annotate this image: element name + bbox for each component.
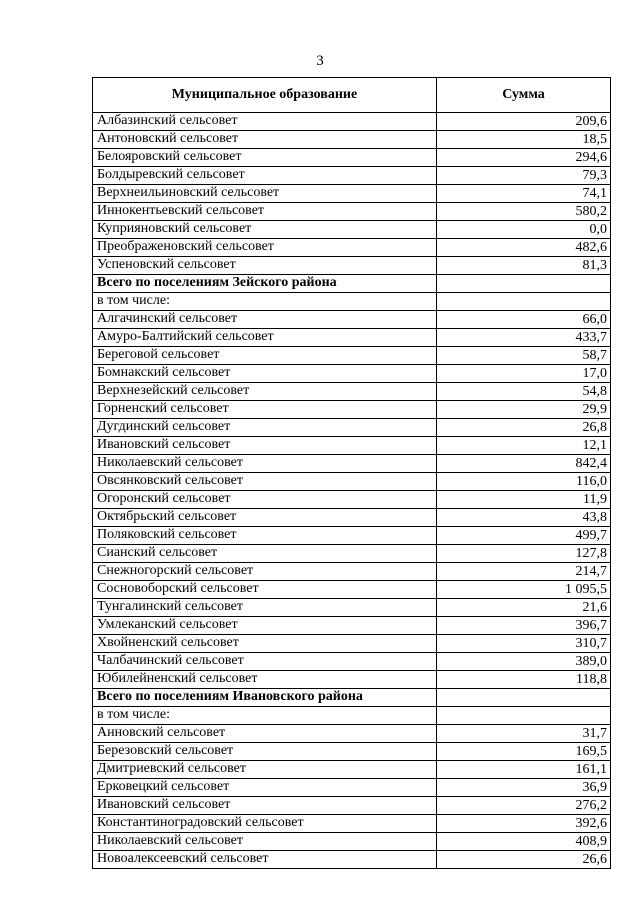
table-total-row <box>93 275 611 293</box>
amount-value: 26,8 <box>437 419 611 437</box>
amount-value: 127,8 <box>437 545 611 563</box>
amount-value: 43,8 <box>437 509 611 527</box>
table-row <box>93 185 611 203</box>
table-row <box>93 509 611 527</box>
municipality-name: Амуро-Балтийский сельсовет <box>93 329 437 347</box>
amount-value <box>437 293 611 311</box>
amount-value: 499,7 <box>437 527 611 545</box>
municipality-name: Тунгалинский сельсовет <box>93 599 437 617</box>
table-row <box>93 761 611 779</box>
amount-value: 0,0 <box>437 221 611 239</box>
municipality-name: Верхнеильиновский сельсовет <box>93 185 437 203</box>
amount-value: 1 095,5 <box>437 581 611 599</box>
table-row <box>93 833 611 851</box>
municipality-name: Бомнакский сельсовет <box>93 365 437 383</box>
municipality-name: Сосновоборский сельсовет <box>93 581 437 599</box>
municipality-name: Болдыревский сельсовет <box>93 167 437 185</box>
table-header-row <box>93 78 611 113</box>
municipality-name: Чалбачинский сельсовет <box>93 653 437 671</box>
table-row <box>93 473 611 491</box>
table-row <box>93 131 611 149</box>
table-row <box>93 239 611 257</box>
amount-value: 169,5 <box>437 743 611 761</box>
municipality-name: Иннокентьевский сельсовет <box>93 203 437 221</box>
municipality-name: Анновский сельсовет <box>93 725 437 743</box>
municipality-name: Хвойненский сельсовет <box>93 635 437 653</box>
municipality-name: Преображеновский сельсовет <box>93 239 437 257</box>
amount-value: 842,4 <box>437 455 611 473</box>
table-body <box>93 113 611 869</box>
municipality-name: Константиноградовский сельсовет <box>93 815 437 833</box>
municipality-name: Дугдинский сельсовет <box>93 419 437 437</box>
municipality-name: Горненский сельсовет <box>93 401 437 419</box>
municipality-name: Березовский сельсовет <box>93 743 437 761</box>
header-municipality: Муниципальное образование <box>93 78 437 113</box>
municipality-name: Верхнезейский сельсовет <box>93 383 437 401</box>
table-row <box>93 581 611 599</box>
table-row <box>93 545 611 563</box>
table-row <box>93 797 611 815</box>
amount-value: 81,3 <box>437 257 611 275</box>
table-row <box>93 347 611 365</box>
amount-value: 482,6 <box>437 239 611 257</box>
municipality-name: Дмитриевский сельсовет <box>93 761 437 779</box>
table-row <box>93 779 611 797</box>
amount-value: 214,7 <box>437 563 611 581</box>
table-row <box>93 743 611 761</box>
amount-value: 392,6 <box>437 815 611 833</box>
amount-value: 118,8 <box>437 671 611 689</box>
table-row <box>93 203 611 221</box>
municipality-name: Ивановский сельсовет <box>93 797 437 815</box>
table-row <box>93 455 611 473</box>
amount-value: 11,9 <box>437 491 611 509</box>
table-row <box>93 167 611 185</box>
amount-value: 31,7 <box>437 725 611 743</box>
table-row <box>93 149 611 167</box>
amount-value: 26,6 <box>437 851 611 869</box>
amount-value: 294,6 <box>437 149 611 167</box>
municipality-name: Октябрьский сельсовет <box>93 509 437 527</box>
table-row <box>93 707 611 725</box>
table-row <box>93 635 611 653</box>
municipality-name: Сианский сельсовет <box>93 545 437 563</box>
municipality-name: Албазинский сельсовет <box>93 113 437 131</box>
amount-value: 276,2 <box>437 797 611 815</box>
amount-value: 161,1 <box>437 761 611 779</box>
amount-value: 58,7 <box>437 347 611 365</box>
municipality-name: Поляковский сельсовет <box>93 527 437 545</box>
amount-value: 66,0 <box>437 311 611 329</box>
table-row <box>93 851 611 869</box>
table-row <box>93 527 611 545</box>
amount-value <box>437 275 611 293</box>
amount-value: 18,5 <box>437 131 611 149</box>
amount-value: 29,9 <box>437 401 611 419</box>
amount-value: 12,1 <box>437 437 611 455</box>
table-row <box>93 329 611 347</box>
table-row <box>93 491 611 509</box>
amount-value: 396,7 <box>437 617 611 635</box>
municipality-name: Овсянковский сельсовет <box>93 473 437 491</box>
municipality-name: Береговой сельсовет <box>93 347 437 365</box>
municipality-name: Антоновский сельсовет <box>93 131 437 149</box>
municipality-name: Умлеканский сельсовет <box>93 617 437 635</box>
table-total-row <box>93 689 611 707</box>
table-row <box>93 653 611 671</box>
page-number: 3 <box>316 53 324 69</box>
table-row <box>93 365 611 383</box>
municipality-name: в том числе: <box>93 707 437 725</box>
amount-value: 408,9 <box>437 833 611 851</box>
header-amount: Сумма <box>437 78 611 113</box>
municipality-name: Новоалексеевский сельсовет <box>93 851 437 869</box>
amount-value: 433,7 <box>437 329 611 347</box>
table-row <box>93 257 611 275</box>
table-row <box>93 725 611 743</box>
amount-value <box>437 707 611 725</box>
amount-value: 36,9 <box>437 779 611 797</box>
municipality-name: Белояровский сельсовет <box>93 149 437 167</box>
table-row <box>93 221 611 239</box>
table-row <box>93 563 611 581</box>
municipality-name: Всего по поселениям Ивановского района <box>93 689 437 707</box>
municipality-name: Ерковецкий сельсовет <box>93 779 437 797</box>
amount-value: 209,6 <box>437 113 611 131</box>
amount-value: 21,6 <box>437 599 611 617</box>
budget-table <box>92 77 611 869</box>
municipality-name: Алгачинский сельсовет <box>93 311 437 329</box>
municipality-name: Огоронский сельсовет <box>93 491 437 509</box>
municipality-name: Николаевский сельсовет <box>93 833 437 851</box>
amount-value: 310,7 <box>437 635 611 653</box>
table-row <box>93 293 611 311</box>
amount-value: 54,8 <box>437 383 611 401</box>
amount-value <box>437 689 611 707</box>
table-row <box>93 383 611 401</box>
municipality-name: Всего по поселениям Зейского района <box>93 275 437 293</box>
table-row <box>93 437 611 455</box>
table-row <box>93 113 611 131</box>
table-row <box>93 401 611 419</box>
amount-value: 580,2 <box>437 203 611 221</box>
table-row <box>93 419 611 437</box>
municipality-name: Ивановский сельсовет <box>93 437 437 455</box>
municipality-name: Успеновский сельсовет <box>93 257 437 275</box>
municipality-name: Куприяновский сельсовет <box>93 221 437 239</box>
amount-value: 389,0 <box>437 653 611 671</box>
municipality-name: Николаевский сельсовет <box>93 455 437 473</box>
municipality-name: в том числе: <box>93 293 437 311</box>
table-row <box>93 671 611 689</box>
municipality-name: Юбилейненский сельсовет <box>93 671 437 689</box>
municipality-name: Снежногорский сельсовет <box>93 563 437 581</box>
amount-value: 116,0 <box>437 473 611 491</box>
table-row <box>93 311 611 329</box>
amount-value: 74,1 <box>437 185 611 203</box>
amount-value: 79,3 <box>437 167 611 185</box>
table-row <box>93 599 611 617</box>
amount-value: 17,0 <box>437 365 611 383</box>
table-row <box>93 815 611 833</box>
table-row <box>93 617 611 635</box>
